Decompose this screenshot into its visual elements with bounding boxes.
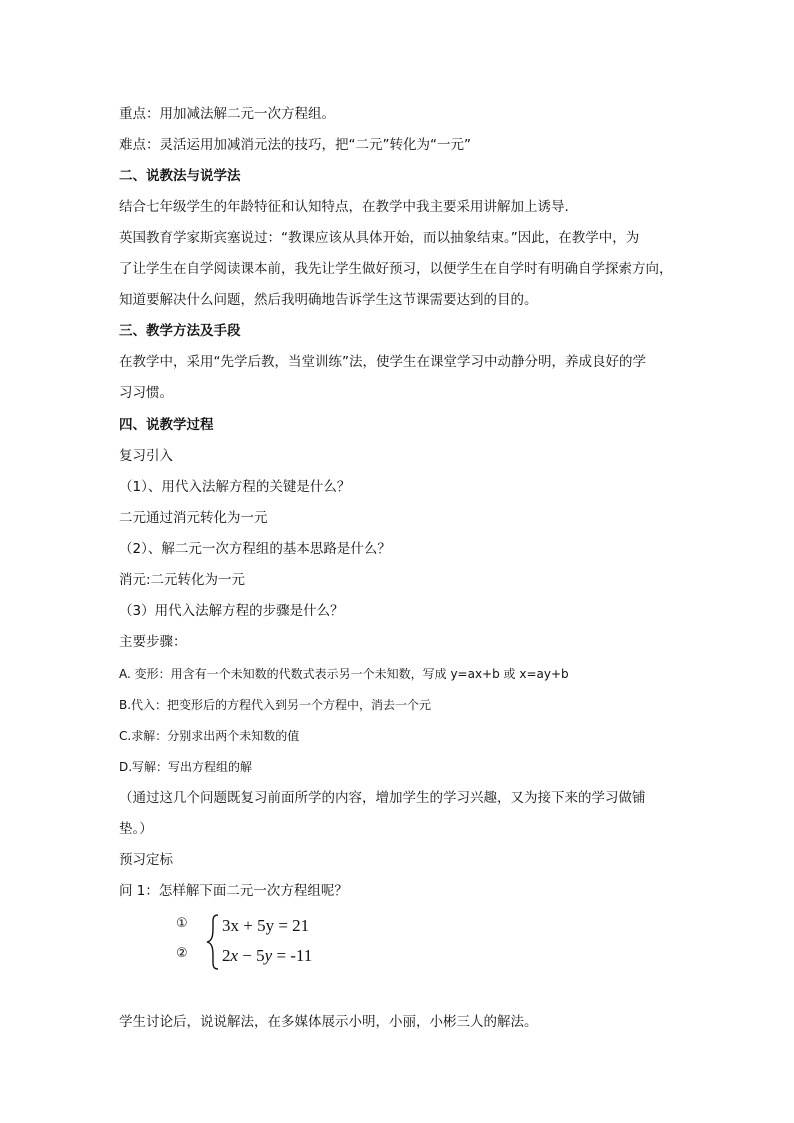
left-brace-icon [206, 914, 220, 970]
equation-label-2: ② [176, 946, 188, 961]
subheading-preview: 预习定标 [119, 852, 173, 868]
step-a-line: A. 变形：用含有一个未知数的代数式表示另一个未知数，写成 y=ax+b 或 x=ay+b [119, 667, 569, 681]
closing-line: 学生讨论后，说说解法，在多媒体展示小明，小丽，小彬三人的解法。 [119, 1014, 538, 1030]
section-heading-4: 四、说教学过程 [119, 417, 214, 433]
answer-line: 消元:二元转化为一元 [119, 572, 246, 588]
question-line: （1）、用代入法解方程的关键是什么？ [119, 479, 351, 495]
key-point-line: 重点：用加减法解二元一次方程组。 [119, 106, 335, 122]
steps-label: 主要步骤： [119, 634, 187, 650]
equation-1: 3x + 5y = 21 [222, 916, 310, 935]
equation-system [176, 912, 376, 972]
step-d-line: D.写解：写出方程组的解 [119, 760, 253, 774]
note-line: （通过这几个问题既复习前面所学的内容，增加学生的学习兴趣，又为接下来的学习做铺 [119, 790, 646, 806]
paragraph-line: 习习惯。 [119, 385, 173, 401]
step-b-line: B.代入：把变形后的方程代入到另一个方程中，消去一个元 [119, 698, 432, 712]
paragraph-line: 了让学生在自学阅读课本前，我先让学生做好预习，以便学生在自学时有明确自学探索方向， [119, 261, 673, 277]
equation-2: 2x − 5y = -11 [222, 946, 313, 965]
section-heading-2: 二、说教法与说学法 [119, 168, 241, 184]
paragraph-line: 在教学中，采用“先学后教，当堂训练”法，使学生在课堂学习中动静分明，养成良好的学 [119, 354, 646, 370]
step-c-line: C.求解：分别求出两个未知数的值 [119, 729, 300, 743]
note-line: 垫。） [119, 821, 153, 837]
question-line: （3）用代入法解方程的步骤是什么？ [119, 603, 344, 619]
difficulty-line: 难点：灵活运用加减消元法的技巧，把“二元”转化为“一元” [119, 137, 471, 153]
question-line: （2）、解二元一次方程组的基本思路是什么？ [119, 541, 391, 557]
subheading-review: 复习引入 [119, 448, 173, 464]
paragraph-line: 英国教育学家斯宾塞说过：“教课应该从具体开始，而以抽象结束。”因此，在教学中，为 [119, 230, 640, 246]
paragraph-line: 结合七年级学生的年龄特征和认知特点，在教学中我主要采用讲解加上诱导. [119, 199, 569, 215]
question-line: 问 1：怎样解下面二元一次方程组呢？ [119, 883, 348, 899]
section-heading-3: 三、教学方法及手段 [119, 323, 241, 339]
answer-line: 二元通过消元转化为一元 [119, 510, 268, 526]
equation-label-1: ① [176, 916, 188, 931]
paragraph-line: 知道要解决什么问题，然后我明确地告诉学生这节课需要达到的目的。 [119, 292, 538, 308]
